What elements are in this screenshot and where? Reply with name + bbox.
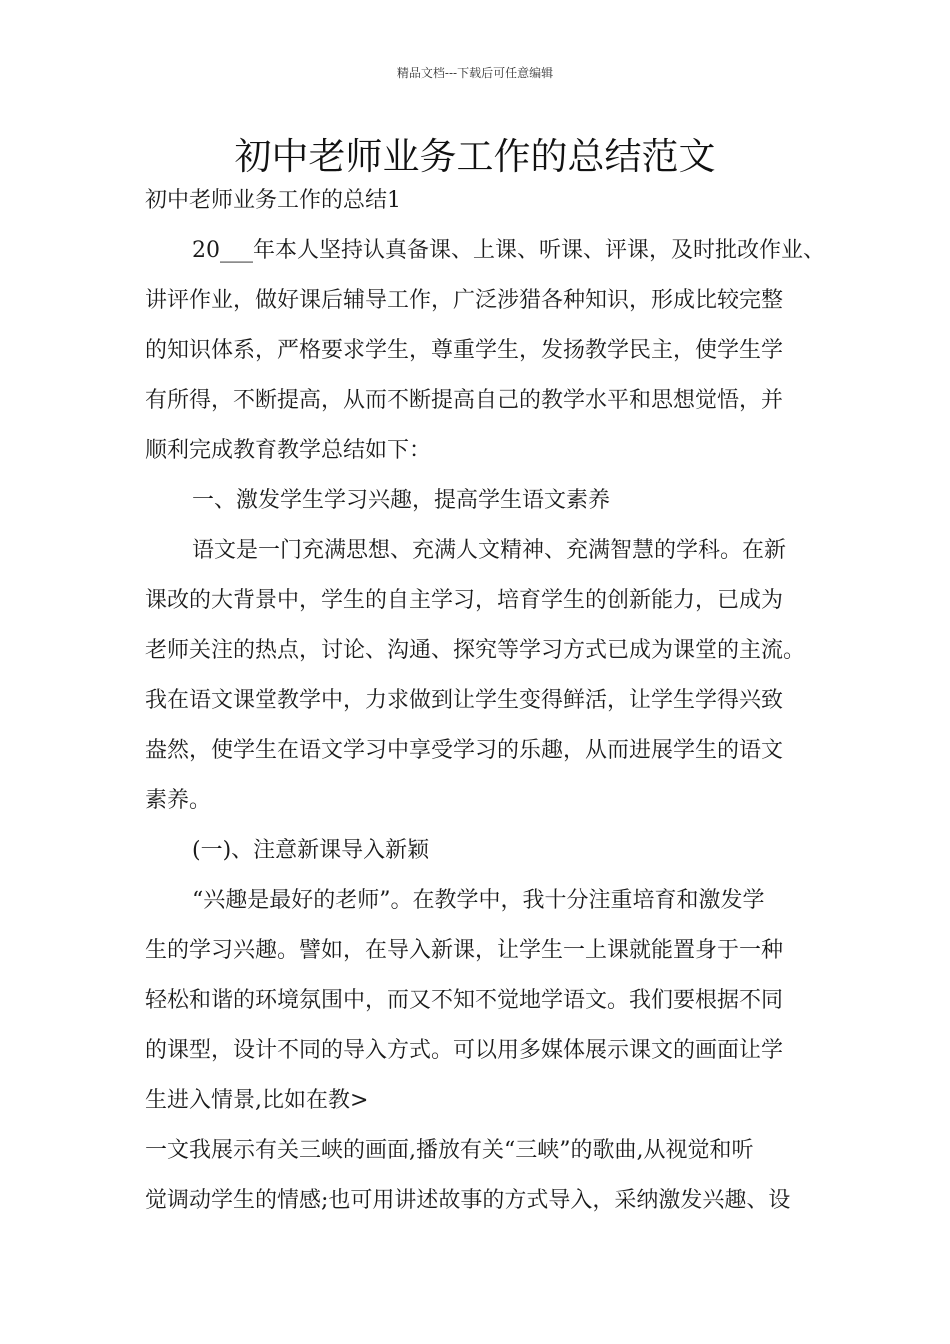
document-title: 初中老师业务工作的总结范文	[234, 135, 716, 178]
header-note: 精品文档---下载后可任意编辑	[396, 66, 554, 80]
paragraph-line: 的课型，设计不同的导入方式。可以用多媒体展示课文的画面让学	[145, 1038, 784, 1063]
section-heading: 一、激发学生学习兴趣，提高学生语文素养	[192, 488, 611, 513]
paragraph-line: 生的学习兴趣。譬如，在导入新课，让学生一上课就能置身于一种	[145, 938, 784, 963]
paragraph-line: 生进入情景,比如在教>	[145, 1088, 369, 1113]
paragraph-line: 觉调动学生的情感;也可用讲述故事的方式导入，采纳激发兴趣、设	[145, 1188, 791, 1213]
paragraph-line: 语文是一门充满思想、充满人文精神、充满智慧的学科。在新	[192, 538, 787, 563]
paragraph-line: 讲评作业，做好课后辅导工作，广泛涉猎各种知识，形成比较完整	[145, 288, 784, 313]
paragraph-line: 素养。	[145, 788, 212, 813]
paragraph-line: 老师关注的热点，讨论、沟通、探究等学习方式已成为课堂的主流。	[145, 638, 806, 663]
paragraph-line: 顺利完成教育教学总结如下：	[145, 438, 432, 463]
paragraph-line: “兴趣是最好的老师”。在教学中，我十分注重培育和激发学	[192, 888, 765, 913]
paragraph-line: 课改的大背景中，学生的自主学习，培育学生的创新能力，已成为	[145, 588, 784, 613]
section-subtitle: 初中老师业务工作的总结1	[145, 188, 401, 213]
paragraph-line: 盎然，使学生在语文学习中享受学习的乐趣，从而进展学生的语文	[145, 738, 784, 763]
paragraph-line: 的知识体系，严格要求学生，尊重学生，发扬教学民主，使学生学	[145, 338, 784, 363]
paragraph-line: 20___年本人坚持认真备课、上课、听课、评课，及时批改作业、	[192, 238, 825, 263]
paragraph-line: 我在语文课堂教学中，力求做到让学生变得鲜活，让学生学得兴致	[145, 688, 784, 713]
subsection-heading: (一)、注意新课导入新颖	[192, 838, 430, 863]
paragraph-line: 有所得，不断提高，从而不断提高自己的教学水平和思想觉悟，并	[145, 388, 784, 413]
paragraph-line: 一文我展示有关三峡的画面,播放有关“三峡”的歌曲,从视觉和听	[145, 1138, 754, 1163]
paragraph-line: 轻松和谐的环境氛围中，而又不知不觉地学语文。我们要根据不同	[145, 988, 784, 1013]
